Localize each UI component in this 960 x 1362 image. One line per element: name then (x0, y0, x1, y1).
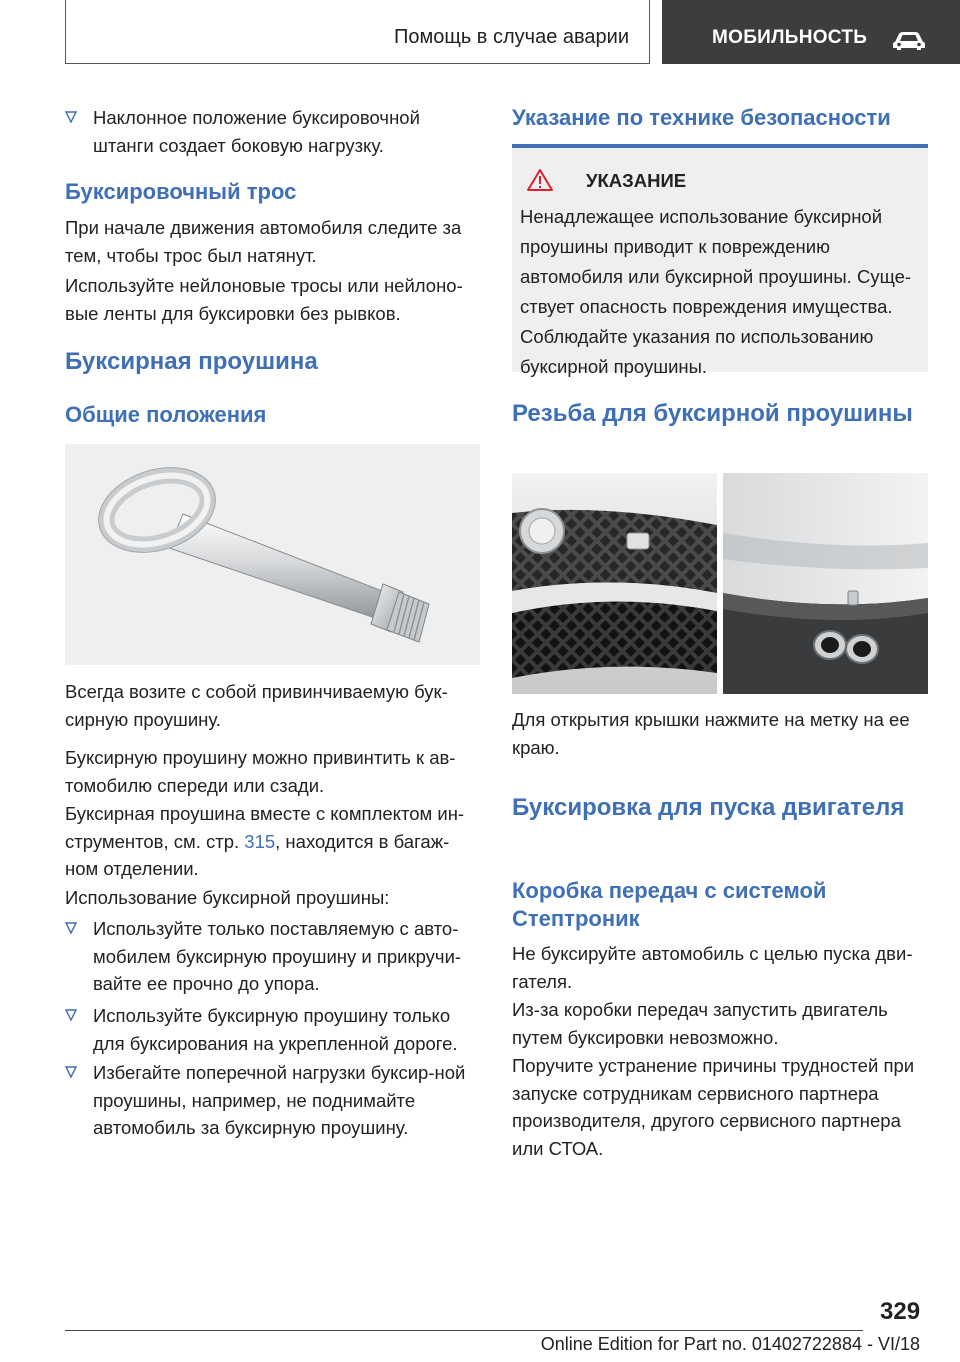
warning-box (512, 148, 928, 377)
bullet-triangle-icon (65, 922, 77, 934)
heading-tow-eye: Буксирная проушина (65, 348, 318, 375)
paragraph-text: Буксирная проушина вместе с комплектом ин-струментов, см. стр. (65, 803, 465, 852)
paragraph: При начале движения автомобиля следите за тем, чтобы трос был натянут. (65, 217, 462, 266)
warning-text: Ненадлежащее использование буксирной проушины приводит к повреждению автомобиля или буксирной проушины. Суще-ствует опасность повреждения имущества. Соблюдайте указания по использованию буксирной проушины. (520, 206, 912, 377)
heading-steptronic: Коробка передач с системой Стептроник (512, 878, 827, 931)
paragraph-text: , находится в багаж-ном отделении. (65, 830, 450, 879)
bullet-text: Наклонное положение буксировочной штанги создает боковую нагрузку. (93, 107, 420, 156)
bullet-triangle-icon (65, 1066, 77, 1078)
bumper-images (512, 473, 928, 694)
warning-triangle-icon (526, 168, 554, 192)
paragraph: Использование буксирной проушины: (65, 887, 390, 908)
bullet-text: Избегайте поперечной нагрузки буксир-ной проушины, например, не поднимайте автомобиль за буксирную проушину. (93, 1062, 466, 1138)
heading-tow-rope: Буксировочный трос (65, 179, 297, 204)
heading-tow-eye-thread: Резьба для буксирной проушины (512, 400, 913, 427)
header-chapter-title: МОБИЛЬНОСТЬ (712, 27, 868, 48)
bullet-text: Используйте только поставляемую с авто-мобилем буксирную проушину и прикручи-вайте ее прочно до упора. (93, 918, 462, 994)
bumper-illustration (512, 473, 928, 694)
heading-general: Общие положения (65, 402, 267, 427)
header-section-title: Помощь в случае аварии (394, 26, 629, 48)
header-section-box (65, 0, 650, 64)
page-link-315[interactable]: 315 (244, 830, 276, 852)
heading-safety-notice: Указание по технике безопасности (512, 105, 891, 130)
tow-eye-illustration (65, 444, 480, 665)
bullet-triangle-icon (65, 1009, 77, 1021)
header-chapter-box (662, 0, 960, 64)
paragraph: Используйте нейлоновые тросы или нейлоно-вые ленты для буксировки без рывков. (65, 275, 463, 324)
paragraph: Для открытия крышки нажмите на метку на ее краю. (512, 709, 910, 758)
paragraph: Не буксируйте автомобиль с целью пуска дви-гателя. (512, 943, 913, 992)
tow-eye-image (65, 444, 480, 665)
bullet-text: Используйте буксирную проушину только для буксирования на укрепленной дороге. (93, 1005, 458, 1054)
paragraph: Поручите устранение причины трудностей при запуске сотрудникам сервисного партнера производителя, другого сервисного партнера или СТОА. (512, 1055, 915, 1159)
heading-tow-start: Буксировка для пуска двигателя (512, 794, 905, 821)
page-number: 329 (880, 1298, 921, 1325)
footer-rule (65, 1330, 863, 1331)
warning-title: УКАЗАНИЕ (586, 170, 687, 191)
bullet-triangle-icon (65, 111, 77, 123)
paragraph (65, 800, 480, 883)
car-icon (892, 29, 926, 51)
paragraph: Из-за коробки передач запустить двигатель путем буксировки невозможно. (512, 999, 888, 1048)
paragraph: Буксирную проушину можно привинтить к ав-томобилю спереди или сзади. (65, 747, 456, 796)
paragraph: Всегда возите с собой привинчиваемую бук-сирную проушину. (65, 681, 448, 730)
footer-edition: Online Edition for Part no. 01402722884 - VI/18 (540, 1334, 920, 1354)
